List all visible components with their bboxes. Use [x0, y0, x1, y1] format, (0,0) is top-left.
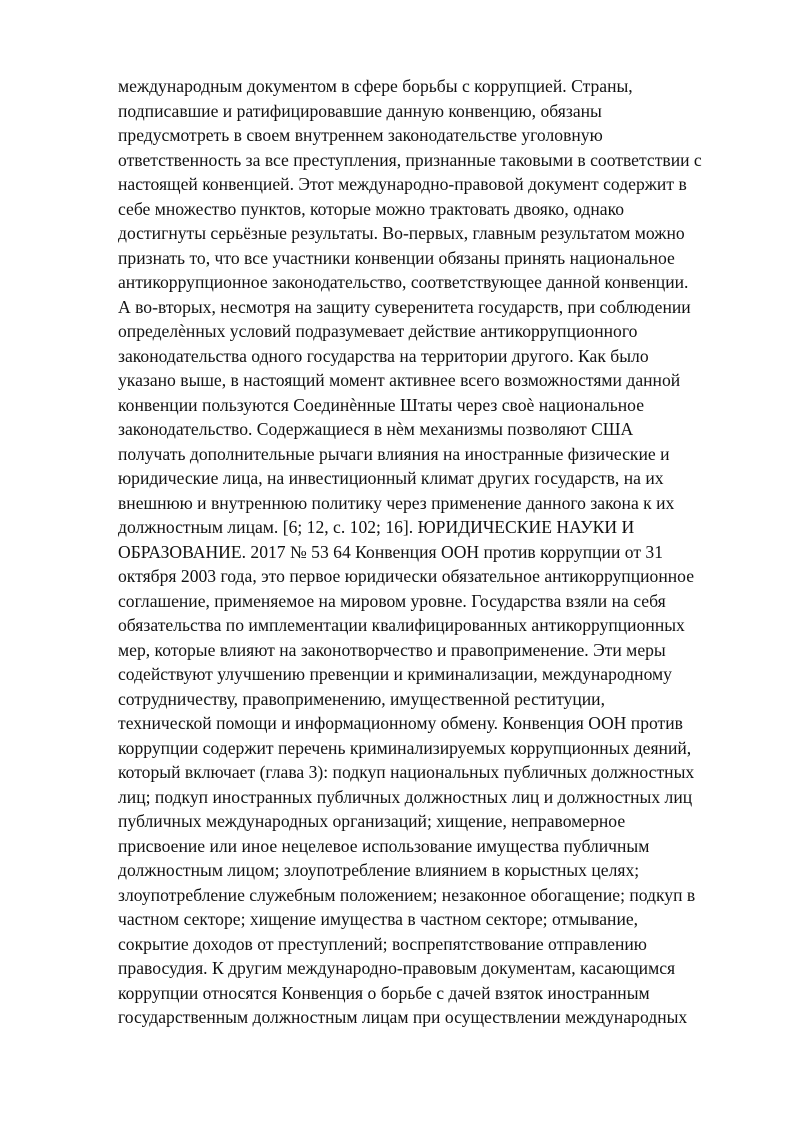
text-line: предусмотреть в своем внутреннем законодательстве уголовную [118, 125, 603, 145]
text-line: публичных международных организаций; хищение, неправомерное [118, 811, 626, 831]
text-line: частном секторе; хищение имущества в частном секторе; отмывание, [118, 909, 639, 929]
text-line: получать дополнительные рычаги влияния на иностранные физические и [118, 443, 670, 464]
text-line: достигнуты серьёзные результаты. Во-первых, главным результатом можно [118, 223, 685, 243]
text-line: октября 2003 года, это первое юридически обязательное антикоррупционное [118, 566, 695, 586]
text-line: технической помощи и информационному обмену. Конвенция ООН против [118, 713, 683, 733]
text-line: признать то, что все участники конвенции обязаны принять национальное [118, 247, 675, 268]
text-line: который включает (глава 3): подкуп национальных публичных должностных [118, 762, 695, 782]
text-line: внешнюю и внутреннюю политику через применение данного закона к их [118, 492, 675, 513]
text-line: государственным должностным лицам при осуществлении международных [118, 1007, 688, 1027]
text-line: подписавшие и ратифицировавшие данную конвенцию, обязаны [118, 100, 602, 121]
text-line: А во-вторых, несмотря на защиту суверенитета государств, при соблюдении [118, 296, 691, 317]
text-line: указано выше, в настоящий момент активнее всего возможностями данной [118, 370, 681, 390]
text-line: лиц; подкуп иностранных публичных должностных лиц и должностных лиц [118, 786, 693, 807]
text-line: определѐнных условий подразумевает действие антикоррупционного [118, 321, 638, 341]
text-line: злоупотребление служебным положением; незаконное обогащение; подкуп в [118, 884, 696, 905]
text-line: себе множество пунктов, которые можно трактовать двояко, однако [118, 198, 625, 219]
text-line: сокрытие доходов от преступлений; воспрепятствование отправлению [118, 933, 647, 954]
text-line: антикоррупционное законодательство, соответствующее данной конвенции. [118, 272, 689, 292]
text-line: коррупции содержит перечень криминализируемых коррупционных деяний, [118, 737, 692, 758]
text-line: законодательство. Содержащиеся в нѐм механизмы позволяют США [118, 419, 634, 439]
text-line: правосудия. К другим международно-правовым документам, касающимся [118, 958, 676, 978]
text-line: обязательства по имплементации квалифицированных антикоррупционных [118, 615, 685, 635]
text-line: должностным лицом; злоупотребление влиянием в корыстных целях; [118, 860, 640, 880]
text-line: юридические лица, на инвестиционный климат других государств, на их [118, 468, 664, 488]
text-line: мер, которые влияют на законотворчество и правоприменение. Эти меры [118, 639, 666, 660]
text-line: ОБРАЗОВАНИЕ. 2017 № 53 64 Конвенция ООН против коррупции от 31 [118, 541, 664, 562]
text-line: коррупции относятся Конвенция о борьбе с дачей взяток иностранным [118, 982, 650, 1003]
text-line: соглашение, применяемое на мировом уровне. Государства взяли на себя [118, 590, 666, 611]
text-line: ответственность за все преступления, признанные таковыми в соответствии с [118, 149, 702, 170]
body-text [118, 74, 758, 1030]
text-line: содействуют улучшению превенции и криминализации, международному [118, 664, 672, 684]
text-line: конвенции пользуются Соединѐнные Штаты через своѐ национальное [118, 394, 644, 415]
text-line: сотрудничеству, правоприменению, имущественной реституции, [118, 688, 605, 709]
text-line: должностным лицам. [6; 12, с. 102; 16]. ЮРИДИЧЕСКИЕ НАУКИ И [118, 517, 635, 537]
text-line: законодательства одного государства на территории другого. Как было [118, 345, 649, 366]
text-line: международным документом в сфере борьбы с коррупцией. Страны, [118, 76, 633, 96]
text-line: присвоение или иное нецелевое использование имущества публичным [118, 835, 650, 856]
text-line: настоящей конвенцией. Этот международно-правовой документ содержит в [118, 174, 687, 194]
